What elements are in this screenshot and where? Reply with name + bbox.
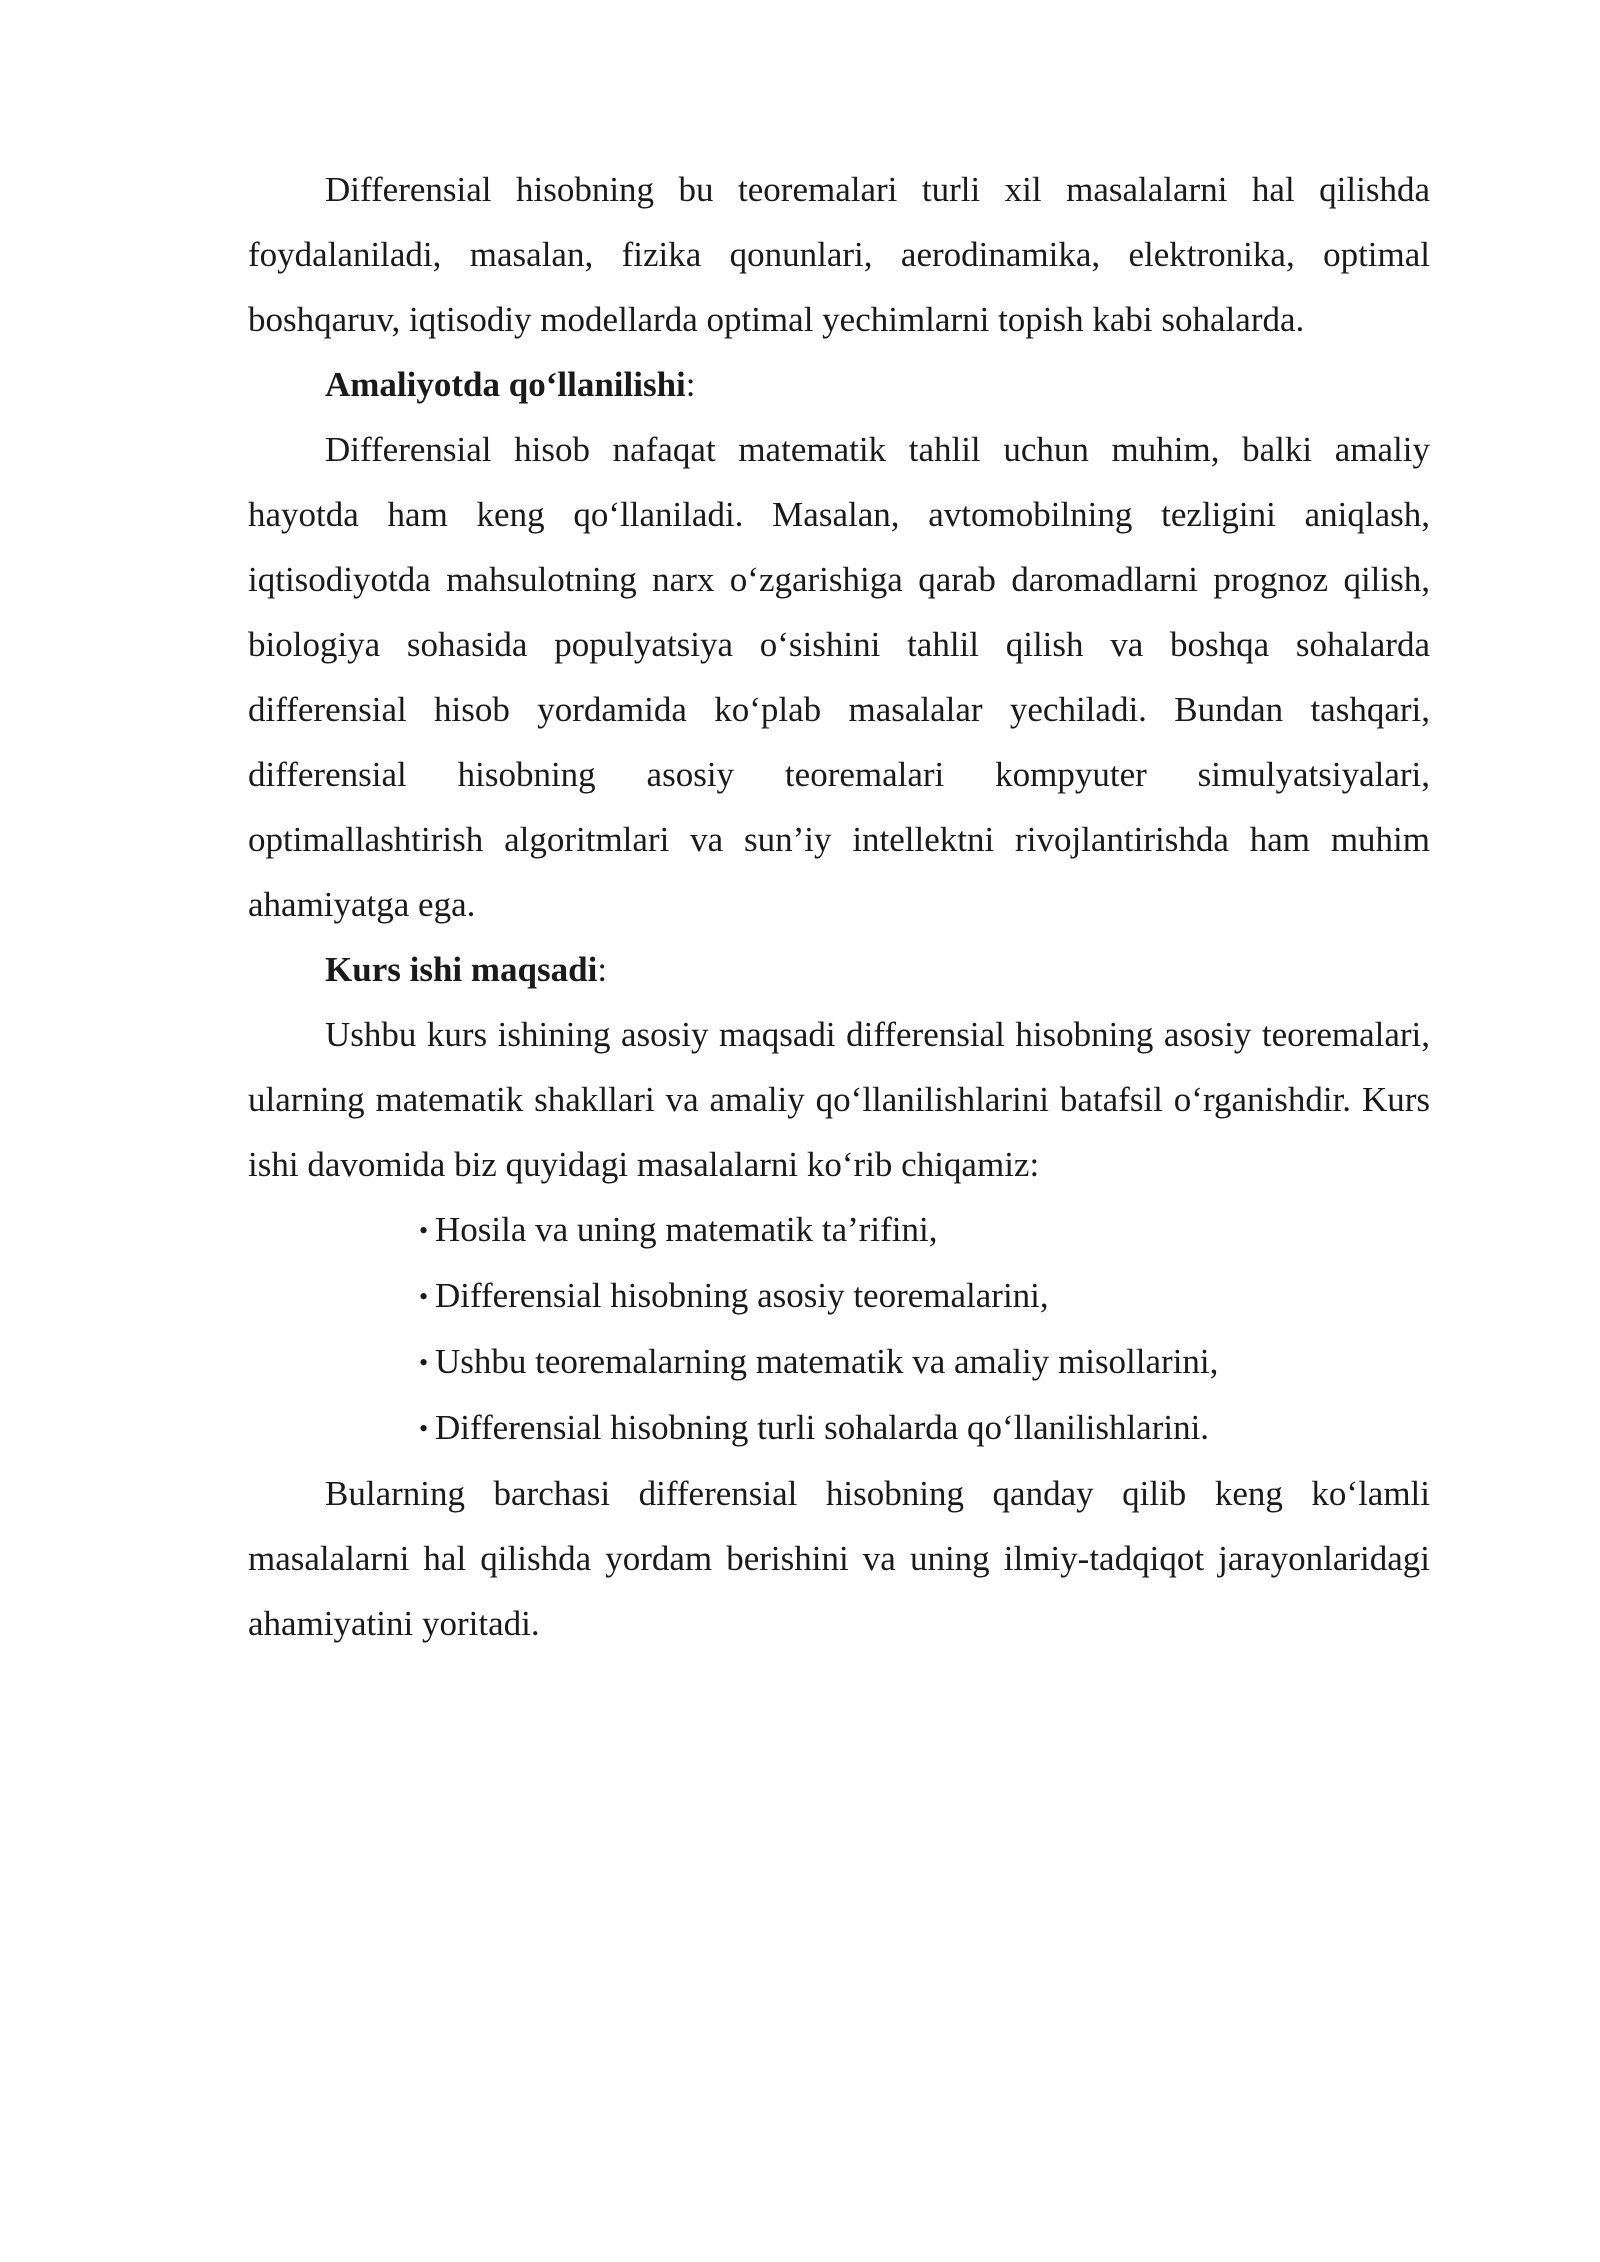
paragraph-application: Differensial hisob nafaqat matematik tahlil uchun muhim, balki amaliy hayotda ham keng qo‘llaniladi. Masalan, avtomobilning tezligini aniqlash, iqtisodiyotda mahsulotning narx o‘zgarishiga qarab daromadlarni prognoz qilish, biologiya sohasida populyatsiya o‘sishini tahlil qilish va boshqa sohalarda differensial hisob yordamida ko‘plab masalalar yechiladi. Bundan tashqari, differensial hisobning asosiy teoremalari kompyuter simulyatsiyalari, optimallashtirish algoritmlari va sun’iy intellektni rivojlantirishda ham muhim ahamiyatga ega.	[248, 430, 1430, 924]
heading-application	[248, 352, 1430, 417]
paragraph-conclusion: Bularning barchasi differensial hisobning qanday qilib keng ko‘lamli masalalarni hal qilishda yordam berishini va uning ilmiy-tadqiqot jarayonlaridagi ahamiyatini yoritadi.	[248, 1474, 1430, 1643]
heading-application-text: Amaliyotda qo‘llanilishi	[325, 365, 686, 404]
document-body	[248, 157, 1430, 1656]
paragraph-intro: Differensial hisobning bu teoremalari turli xil masalalarni hal qilishda foydalaniladi, masalan, fizika qonunlari, aerodinamika, elektronika, optimal boshqaruv, iqtisodiy modellarda optimal yechimlarni topish kabi sohalarda.	[248, 170, 1430, 339]
topics-list	[248, 1197, 1430, 1461]
heading-goal-colon: :	[597, 950, 608, 989]
list-item-text: Differensial hisobning asosiy teoremalarini,	[435, 1276, 1049, 1315]
heading-goal	[248, 937, 1430, 1002]
list-item	[248, 1263, 1430, 1329]
list-item-text: Hosila va uning matematik ta’rifini,	[435, 1210, 938, 1249]
bullet-icon: •	[419, 1414, 429, 1443]
bullet-icon: •	[419, 1348, 429, 1377]
heading-application-colon: :	[685, 365, 696, 404]
heading-goal-text: Kurs ishi maqsadi	[325, 950, 598, 989]
list-item-text: Differensial hisobning turli sohalarda qo‘llanilishlarini.	[435, 1408, 1210, 1447]
paragraph-goal: Ushbu kurs ishining asosiy maqsadi differensial hisobning asosiy teoremalari, ularning matematik shakllari va amaliy qo‘llanilishlarini batafsil o‘rganishdir. Kurs ishi davomida biz quyidagi masalalarni ko‘rib chiqamiz:	[248, 1015, 1430, 1184]
list-item	[248, 1197, 1430, 1263]
list-item	[248, 1329, 1430, 1395]
list-item-text: Ushbu teoremalarning matematik va amaliy misollarini,	[435, 1342, 1219, 1381]
bullet-icon: •	[419, 1282, 429, 1311]
list-item	[248, 1395, 1430, 1461]
bullet-icon: •	[419, 1216, 429, 1245]
